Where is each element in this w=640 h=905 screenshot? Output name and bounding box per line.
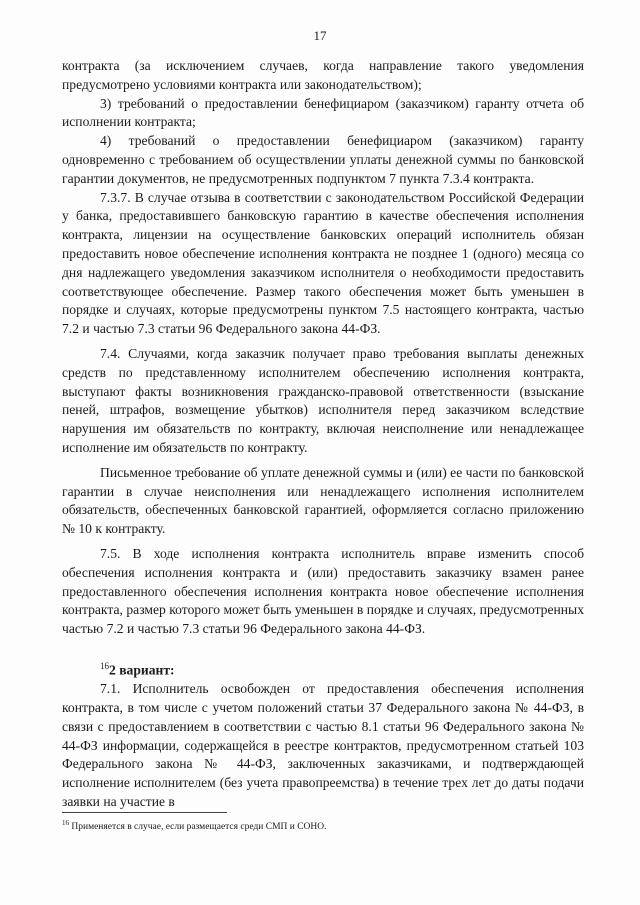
paragraph-written-demand: Письменное требование об уплате денежной суммы и (или) ее части по банковской гарантии в случае неисполнения или ненадлежащего исполнения исполнителем обязательств, обеспеченных банковской гарантией, оформляется согласно приложению № 10 к контракту.: [62, 464, 584, 537]
paragraph-7-4: 7.4. Случаями, когда заказчик получает право требования выплаты денежных средств по представленному исполнителем обеспечению исполнения контракта, выступают факты возникновения гражданско-правовой ответственности (взыскание пеней, штрафов, возмещение убытков) исполнителя перед заказчиком вследствие нарушения им обязательств по контракту, включая неисполнение или ненадлежащее исполнение им обязательств по контракту.: [62, 345, 584, 455]
paragraph-7-5: 7.5. В ходе исполнения контракта исполнитель вправе изменить способ обеспечения исполнения контракта и (или) предоставить заказчику взамен ранее предоставленного обеспечения исполнения контракта новое обеспечение исполнения контракта, размер которого может быть уменьшен в порядке и случаях, предусмотренных частью 7.2 и частью 7.3 статьи 96 Федерального закона 44-ФЗ.: [62, 545, 584, 637]
paragraph-continuation: контракта (за исключением случаев, когда направление такого уведомления предусмотрено условиями контракта или законодательством);: [62, 58, 584, 92]
section-heading-text: 2 вариант:: [109, 662, 175, 678]
footnote-text: Применяется в случае, если размещается среди СМП и СОНО.: [69, 822, 327, 833]
paragraph-7-1-variant-2: 7.1. Исполнитель освобожден от предоставления обеспечения исполнения контракта, в том числе с учетом положений статьи 37 Федерального закона № 44-ФЗ, в связи с предоставлением в соответствии с частью 8.1 статьи 96 Федерального закона № 44-ФЗ информации, содержащейся в реестре контрактов, предусмотренном статьей 103 Федерального закона № 44-ФЗ, заключенных заказчиками, и подтверждающей исполнение исполнителем (без учета правопреемства) в течение трех лет до даты подачи заявки на участие в: [62, 681, 584, 810]
paragraph-item-4: 4) требований о предоставлении бенефициаром (заказчиком) гаранту одновременно с требованием об осуществлении уплаты денежной суммы по банковской гарантии документов, не предусмотренных подпунктом 7 пункта 7.3.4 контракта.: [62, 133, 584, 186]
footnote-marker: 16: [62, 819, 69, 827]
document-body: [62, 57, 584, 812]
paragraph-item-3: 3) требований о предоставлении бенефициаром (заказчиком) гаранту отчета об исполнении контракта;: [62, 95, 584, 130]
page-number: 17: [313, 28, 327, 43]
footnote-separator: [62, 812, 227, 813]
section-heading: [62, 657, 584, 680]
paragraph-7-3-7: 7.3.7. В случае отзыва в соответствии с законодательством Российской Федерации у банка, предоставившего банковскую гарантию в качестве обеспечения исполнения контракта, лицензии на осуществление банковских операций исполнитель обязан предоставить новое обеспечение исполнения контракта не позднее 1 (одного) месяца со дня надлежащего уведомления заказчиком исполнителя о необходимости предоставить соответствующее обеспечение. Размер такого обеспечения может быть уменьшен в порядке и случаях, которые предусмотрены пунктом 7.5 настоящего контракта, частью 7.2 и частью 7.3 статьи 96 Федерального закона 44-ФЗ.: [62, 189, 584, 337]
footnote: [62, 817, 584, 833]
footnote-reference: 16: [100, 660, 109, 671]
